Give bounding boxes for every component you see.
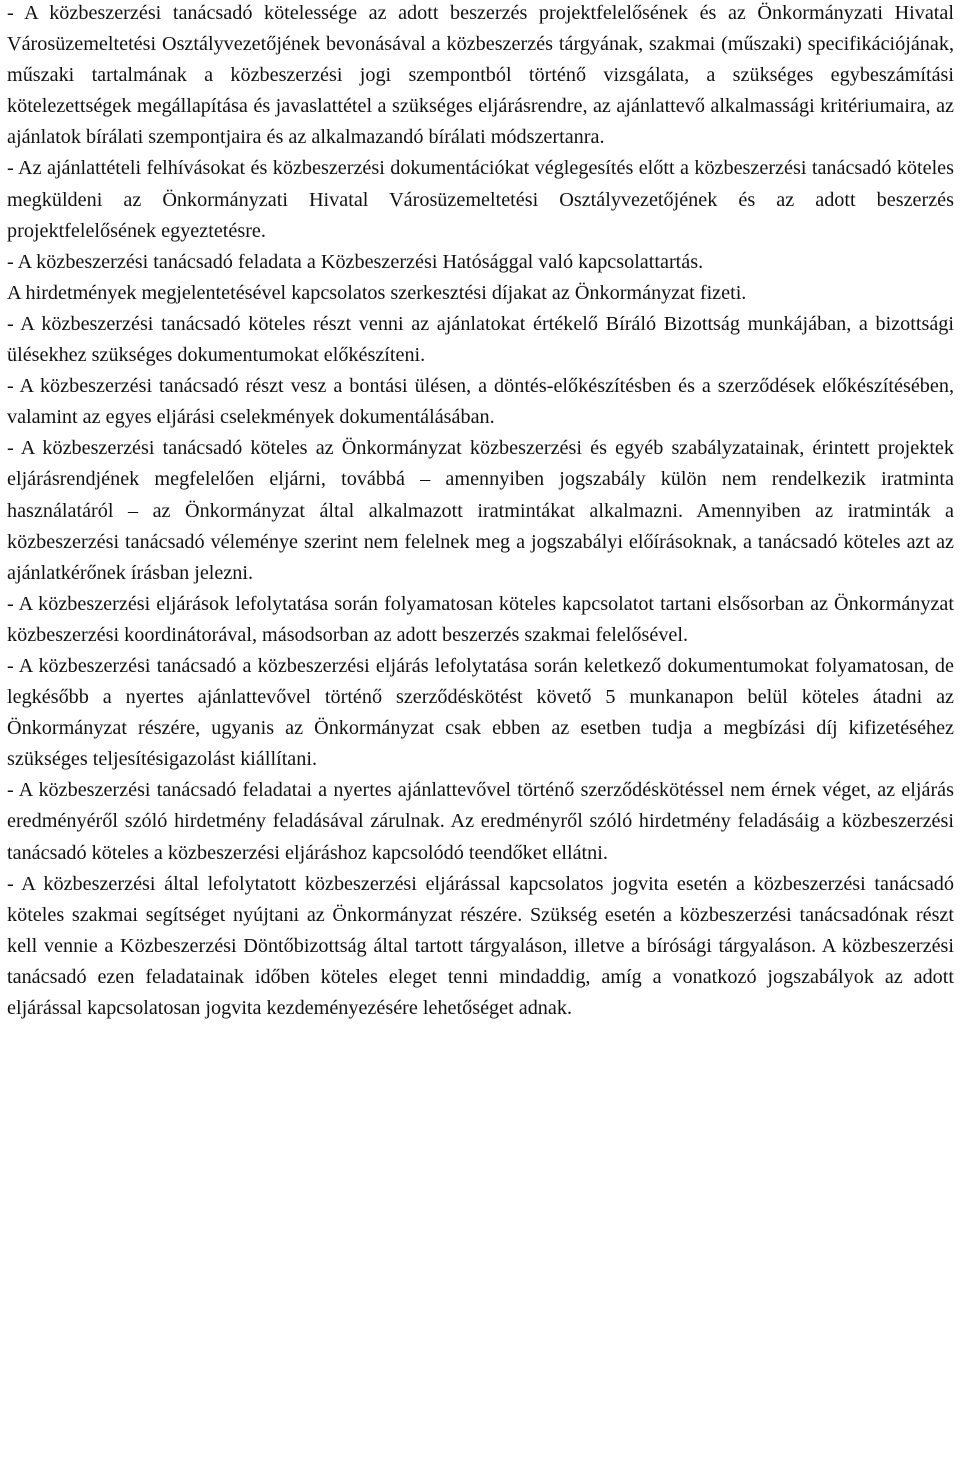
paragraph-publication-fees: A hirdetmények megjelentetésével kapcsolatos szerkesztési díjakat az Önkormányzat fizeti. <box>7 281 747 304</box>
paragraph-evaluation-committee: - A közbeszerzési tanácsadó köteles részt venni az ajánlatokat értékelő Bíráló Bizottság munkájában, a bizottsági ülésekhez szükséges dokumentumokat előkészíteni. <box>7 312 954 367</box>
paragraph-document-handover: - A közbeszerzési tanácsadó a közbeszerzési eljárás lefolytatása során keletkező dokumentumokat folyamatosan, de legkésőbb a nyertes ajánlattevővel történő szerződéskötést követő 5 munkanapon belül köteles átadni az Önkormányzat részére, ugyanis az Önkormányzat csak ebben az esetben tudja a megbízási díj kifizetéséhez szükséges teljesítésigazolást kiállítani. <box>7 654 954 771</box>
paragraph-rules-and-templates: - A közbeszerzési tanácsadó köteles az Önkormányzat közbeszerzési és egyéb szabályzatainak, érintett projektek eljárásrendjének megfelelően eljárni, továbbá – amennyiben jogszabály külön nem rendelkezik iratminta használatáról – az Önkormányzat által alkalmazott iratmintákat alkalmazni. Amennyiben az iratminták a közbeszerzési tanácsadó véleménye szerint nem felelnek meg a jogszabályi előírásoknak, a tanácsadó köteles azt az ajánlatkérőnek írásban jelezni. <box>7 437 954 584</box>
paragraph-tender-documents-review: - Az ajánlattételi felhívásokat és közbeszerzési dokumentációkat véglegesítés előtt a közbeszerzési tanácsadó köteles megküldeni az Önkormányzati Hivatal Városüzemeltetési Osztályvezetőjének és az adott beszerzés projektfelelősének egyeztetésre. <box>7 157 954 242</box>
paragraph-opening-session: - A közbeszerzési tanácsadó részt vesz a bontási ülésen, a döntés-előkészítésben és a szerződések előkészítésében, valamint az egyes eljárási cselekmények dokumentálásában. <box>7 375 954 429</box>
paragraph-authority-liaison: - A közbeszerzési tanácsadó feladata a Közbeszerzési Hatósággal való kapcsolattartás. <box>7 250 704 273</box>
paragraph-contact-keeping: - A közbeszerzési eljárások lefolytatása során folyamatosan köteles kapcsolatot tartani elsősorban az Önkormányzat közbeszerzési koordinátorával, másodsorban az adott beszerzés szakmai felelősével. <box>7 592 954 646</box>
document-body <box>7 0 954 1024</box>
paragraph-legal-dispute-support: - A közbeszerzési által lefolytatott közbeszerzési eljárással kapcsolatos jogvita esetén a közbeszerzési tanácsadó köteles szakmai segítséget nyújtani az Önkormányzat részére. Szükség esetén a közbeszerzési tanácsadónak részt kell vennie a Közbeszerzési Döntőbizottság által tartott tárgyaláson, illetve a bírósági tárgyaláson. A közbeszerzési tanácsadó ezen feladatainak időben köteles eleget tenni mindaddig, amíg a vonatkozó jogszabályok az adott eljárással kapcsolatosan jogvita kezdeményezésére lehetőséget adnak. <box>7 872 954 1019</box>
paragraph-needs-assessment: - A közbeszerzési tanácsadó kötelessége az adott beszerzés projektfelelősének és az Önkormányzati Hivatal Városüzemeltetési Osztályvezetőjének bevonásával a közbeszerzés tárgyának, szakmai (műszaki) specifikációjának, műszaki tartalmának a közbeszerzési jogi szempontból történő vizsgálata, a szükséges egybeszámítási kötelezettségek megállapítása és javaslattétel a szükséges eljárásrendre, az ajánlattevő alkalmassági kritériumaira, az ajánlatok bírálati szempontjaira és az alkalmazandó bírálati módszertanra. <box>7 2 954 149</box>
paragraph-post-contract-duties: - A közbeszerzési tanácsadó feladatai a nyertes ajánlattevővel történő szerződéskötéssel nem érnek véget, az eljárás eredményéről szóló hirdetmény feladásával zárulnak. Az eredményről szóló hirdetmény feladásáig a közbeszerzési tanácsadó köteles a közbeszerzési eljáráshoz kapcsolódó teendőket ellátni. <box>7 779 954 864</box>
